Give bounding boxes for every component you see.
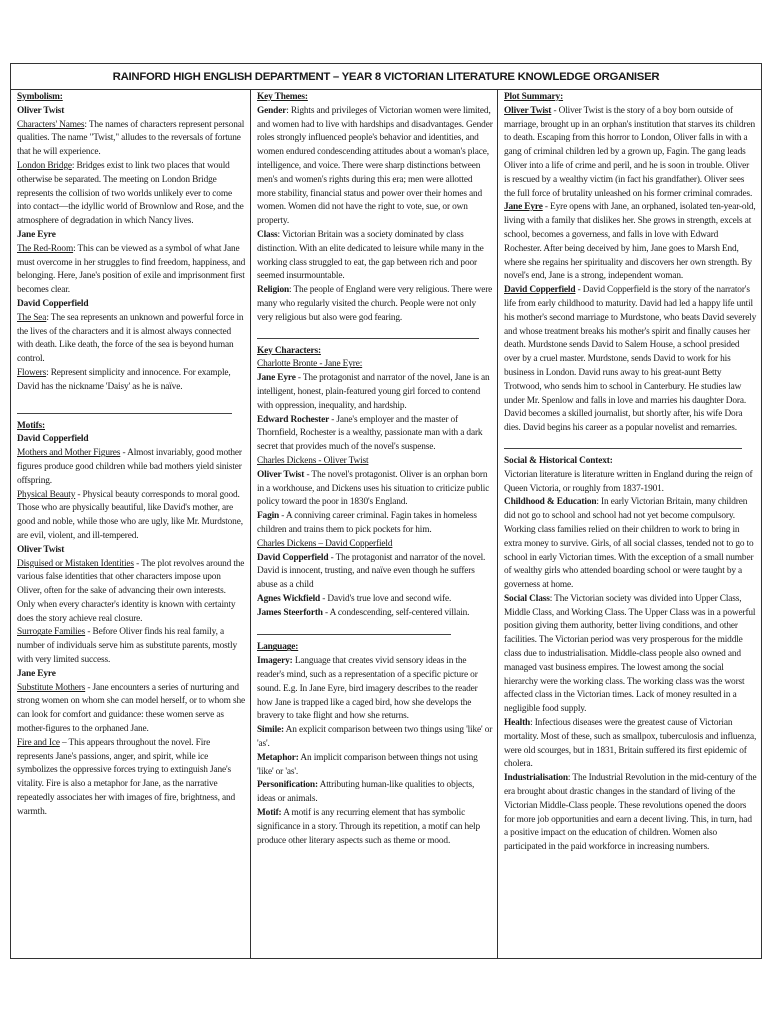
theme-label: Class	[257, 229, 278, 240]
symbol-label: Flowers	[17, 367, 47, 378]
symbol-label: Characters' Names	[17, 119, 85, 130]
character-jane-eyre	[257, 372, 493, 413]
symbol-the-sea	[17, 312, 246, 367]
character-name: Oliver Twist	[257, 469, 305, 480]
motif-label: Fire and Ice	[17, 737, 60, 748]
theme-text: : Victorian Britain was a society dominated by class distinction. With an elite dedicated to leisure while many in the working class struggled to eat, the gap between rich and poor seemed insurmountable.	[257, 229, 484, 282]
david-copperfield-author-heading: Charles Dickens – David Copperfield	[257, 538, 393, 549]
character-name: Jane Eyre	[257, 373, 296, 384]
motif-label: Physical Beauty	[17, 489, 76, 500]
motif-label: Mothers and Mother Figures	[17, 448, 121, 459]
context-text: : In early Victorian Britain, many children did not go to school and school had not yet become compulsory. Working class families relied on their children to work to bring in extra money to survive. Girls, of all social classes, tended not to go to school in early Victorian times. With the exception of a small number of wealthy girls who attended boarding school or were taught by a governess at home.	[504, 497, 754, 591]
language-label: Imagery:	[257, 656, 293, 667]
plot-oliver-twist	[504, 105, 757, 202]
language-text: Language that creates vivid sensory ideas in the reader's mind, such as a representation of a specific picture or sound. E.g. In Jane Eyre, bird imagery describes to the reader how Jane is trapped like a caged bird, how she develops the bravery to take flight and how she returns.	[257, 656, 478, 722]
motif-text: - Jane encounters a series of nurturing and strong women on whom she can model herself, or to whom she can look for comfort and guidance: these women serve as mother-figures to the orphaned Jane.	[17, 682, 245, 735]
symbol-text: : The names of characters represent personal qualities. The name "Twist," alludes to the reversals of fortune that he will experience.	[17, 119, 245, 158]
themes-section	[257, 91, 493, 326]
character-name: David Copperfield	[257, 552, 329, 563]
context-label: Health	[504, 718, 531, 729]
symbol-text: : This can be viewed as a symbol of what Jane must overcome in her struggles to find freedom, happiness, and belonging. Here, Jane's position of exile and imprisonment first becomes clear.	[17, 243, 246, 296]
symbol-label: The Sea	[17, 312, 47, 323]
language-section	[257, 641, 493, 848]
motif-label: Substitute Mothers	[17, 682, 86, 693]
motif-text: - Before Oliver finds his real family, a number of individuals serve him as substitute parents, mostly with very limited success.	[17, 627, 238, 666]
symbol-text: : Represent simplicity and innocence. For example, David has the nickname 'Daisy' as he is naïve.	[17, 367, 231, 392]
oliver-twist-author-heading: Charles Dickens - Oliver Twist	[257, 455, 369, 466]
theme-text: : The people of England were very religious. There were many who regularly visited the church. People were not only very religious but also were god fearing.	[257, 285, 493, 323]
symbolism-david-copperfield-title: David Copperfield	[17, 298, 89, 309]
character-fagin	[257, 510, 493, 538]
context-intro: Victorian literature is literature written in England during the reign of Queen Victoria, or roughly from 1837-1901.	[504, 469, 753, 494]
characters-heading: Key Characters:	[257, 345, 321, 356]
context-industrialisation	[504, 772, 757, 855]
character-oliver-twist	[257, 469, 493, 510]
section-divider	[257, 634, 451, 635]
character-name: Fagin	[257, 511, 280, 522]
motif-label: Surrogate Families	[17, 627, 86, 638]
symbol-label: London Bridge	[17, 160, 72, 171]
language-text: Attributing human-like qualities to objects, ideas or animals.	[257, 780, 475, 805]
plot-title: Jane Eyre	[504, 202, 543, 213]
symbolism-section	[17, 91, 246, 395]
context-education	[504, 496, 757, 593]
language-text: A motif is any recurring element that has symbolic significance in a story. Through its repetition, a motif can help produce other literary aspects such as theme or mood.	[257, 808, 481, 846]
theme-class	[257, 229, 493, 284]
plot-text: - Oliver Twist is the story of a boy born outside of marriage, brought up in an orphan's institution that starves its children to death. Escaping from this horror to London, Oliver falls in with a gang of criminal children led by a grown up, Fagin. The gang leads Oliver into a life of crime and peril, and he is soon in trouble. Oliver is rescued by a wealthy victim (in fact his grandfather). Oliver sees the full force of brutality unleashed on his former criminal comrades.	[504, 105, 756, 199]
plot-david-copperfield	[504, 284, 757, 436]
context-heading: Social & Historical Context:	[504, 455, 613, 466]
symbol-text: : Bridges exist to link two places that would otherwise be separated. The meeting on London Bridge represents the collision of two worlds unlikely ever to come into contact—the idyllic world of Brownlow and Rose, and the atmosphere of degradation in which Nancy lives.	[17, 160, 244, 227]
symbol-flowers	[17, 367, 246, 395]
motif-disguised-identities	[17, 558, 246, 627]
symbol-london-bridge	[17, 160, 246, 229]
context-label: Childhood & Education	[504, 497, 597, 508]
plot-heading: Plot Summary:	[504, 92, 564, 102]
character-text: - A conniving career criminal. Fagin takes in homeless children and trains them to pick pockets for him.	[257, 511, 477, 535]
motifs-jane-eyre-title: Jane Eyre	[17, 668, 56, 679]
motif-substitute-mothers	[17, 682, 246, 737]
theme-label: Religion	[257, 285, 290, 296]
language-label: Simile:	[257, 725, 284, 736]
knowledge-organiser-sheet	[10, 63, 762, 959]
context-label: Industrialisation	[504, 773, 568, 784]
character-text: - The novel's protagonist. Oliver is an orphan born in a workhouse, and Dickens uses his situation to criticize public policy toward the poor in 1830's England.	[257, 469, 490, 508]
theme-religion	[257, 284, 493, 325]
context-text: : The Industrial Revolution in the mid-century of the era brought about drastic changes in the standard of living of the Victorian Middle-Class people. These revolutions opened the doors for more job opportunities and earn a decent living. This, in turn, had a positive impact on the education of children. Women also participated in the paid workforce in increasing numbers.	[504, 773, 757, 853]
context-text: : The Victorian society was divided into Upper Class, Middle Class, and Working Class. The Upper Class was in a powerful position giving them authority, better living conditions, and other facilities. The Victorian period was very prosperous for the middle class due to industrialisation. Middle-class people also owned and managed vast business empires. The lowest among the social hierarchy were the working class. The working class was the worst affected class in the Victorian times. Lack of money resulted in a negligible food supply.	[504, 593, 756, 715]
motif-text: – This appears throughout the novel. Fire represents Jane's passions, anger, and spirit, while ice symbolizes the oppressive forces trying to extinguish Jane's vitality. Fire is also a metaphor for Jane, as the narrative repeatedly associates her with images of fire, brightness, and warmth.	[17, 737, 235, 817]
motifs-oliver-twist-title: Oliver Twist	[17, 544, 65, 555]
character-text: - The protagonist and narrator of the novel. David is innocent, trusting, and naïve even though he suffers abuse as a child	[257, 552, 486, 591]
jane-eyre-author-heading: Charlotte Bronte - Jane Eyre:	[257, 359, 363, 370]
motif-mothers	[17, 447, 246, 488]
symbol-label: The Red-Room	[17, 243, 74, 254]
symbolism-oliver-twist-title: Oliver Twist	[17, 105, 65, 116]
plot-text: - David Copperfield is the story of the narrator's life from early childhood to maturity. David had led a happy life until his mother's second marriage to Murdstone, who beats David severely and whose treatment breaks his mother's spirit and finally causes her death. Murdstone sends David to Salem House, a school presided over by a cruel master. Murdstone, sends David to work for his business in London. David runs away to his great-aunt Betty Trotwood, who sends him to school in Canterbury. He studies law under Mr. Spenlow and falls in love and marries his daughter Dora. David becomes a skilled journalist, but shortly after, his wife Dora dies. David begins his career as a popular novelist and remarries.	[504, 285, 757, 434]
language-simile	[257, 724, 493, 752]
symbolism-heading: Symbolism:	[17, 92, 63, 102]
motif-text: - The plot revolves around the various false identities that other characters impose upon Oliver, often for the sake of advancing their own interests. Only when every character's identity is known with certainty does the story achieve real closure.	[17, 558, 245, 624]
context-section	[504, 455, 757, 855]
context-label: Social Class	[504, 593, 550, 604]
character-text: - The protagonist and narrator of the novel, Jane is an intelligent, honest, plain-featured young girl forced to contend with oppression, inequality, and hardship.	[257, 373, 490, 411]
section-divider	[257, 338, 479, 339]
theme-label: Gender	[257, 105, 287, 116]
character-text: - A condescending, self-centered villain.	[322, 607, 470, 618]
language-label: Personification:	[257, 780, 318, 791]
characters-section	[257, 345, 493, 621]
character-agnes-wickfield	[257, 593, 493, 607]
language-motif	[257, 807, 493, 848]
section-divider	[504, 448, 742, 449]
column-themes-characters-language	[251, 90, 498, 958]
context-social-class	[504, 593, 757, 717]
plot-title: Oliver Twist	[504, 105, 552, 116]
language-label: Motif:	[257, 808, 282, 819]
motif-fire-and-ice	[17, 737, 246, 820]
character-name: Agnes Wickfield	[257, 593, 321, 604]
character-text: - David's true love and second wife.	[320, 593, 452, 604]
context-text: : Infectious diseases were the greatest cause of Victorian mortality. Most of these, such as smallpox, tuberculosis and influenza, were old scourges, but in 1831, Britain suffered its first epidemic of cholera.	[504, 718, 757, 770]
symbol-red-room	[17, 243, 246, 298]
plot-jane-eyre	[504, 201, 757, 284]
motifs-david-copperfield-title: David Copperfield	[17, 434, 89, 445]
character-name: Edward Rochester	[257, 414, 330, 425]
motif-label: Disguised or Mistaken Identities	[17, 558, 134, 569]
plot-text: - Eyre opens with Jane, an orphaned, isolated ten-year-old, living with a family that dislikes her. She grows in strength, excels at school, becomes a governess, and falls in love with Edward Rochester. After being deceived by him, Jane goes to Marsh End, where she regains her spirituality and discovers her own strength. By novel's end, Jane is a strong, independent woman.	[504, 202, 756, 282]
motifs-section	[17, 420, 246, 820]
theme-gender	[257, 105, 493, 229]
motifs-heading: Motifs:	[17, 420, 46, 431]
language-imagery	[257, 655, 493, 724]
motif-text: - Almost invariably, good mother figures produce good children while bad mothers yield sinister offspring.	[17, 448, 242, 486]
symbolism-jane-eyre-title: Jane Eyre	[17, 229, 56, 240]
column-symbolism-motifs	[11, 90, 251, 958]
language-heading: Language:	[257, 642, 299, 653]
section-divider	[17, 413, 232, 414]
plot-title: David Copperfield	[504, 285, 576, 296]
character-rochester	[257, 414, 493, 455]
motif-text: - Physical beauty corresponds to moral good. Those who are physically beautiful, like David's mother, are good and noble, while those who are ugly, like Mr. Murdstone, are evil, violent, and ill-tempered.	[17, 489, 243, 541]
language-metaphor	[257, 752, 493, 780]
character-name: James Steerforth	[257, 607, 323, 618]
theme-text: : Rights and privileges of Victorian women were limited, and women had to live with hardships and disadvantages. Gender roles strongly influenced people's behavior and identities, and women endured condescending attitudes about a woman's place, intelligence, and voice. There were sharp distinctions between men's and women's rights during this era; men were allotted more stability, financial status and power over their homes and women. Women did not have the right to vote, sue, or own property.	[257, 105, 493, 227]
motif-surrogate-families	[17, 626, 246, 667]
themes-heading: Key Themes:	[257, 92, 308, 102]
character-james-steerforth	[257, 607, 493, 621]
language-text: An implicit comparison between things not using 'like' or 'as'.	[257, 752, 478, 777]
language-personification	[257, 779, 493, 807]
symbol-characters-names	[17, 119, 246, 160]
character-text: - Jane's employer and the master of Thornfield, Rochester is a wealthy, passionate man with a dark secret that provides much of the novel's suspense.	[257, 414, 483, 453]
language-label: Metaphor:	[257, 752, 299, 763]
language-text: An explicit comparison between two things using 'like' or 'as'.	[257, 725, 493, 750]
page-title: RAINFORD HIGH ENGLISH DEPARTMENT – YEAR 8 VICTORIAN LITERATURE KNOWLEDGE ORGANISER	[11, 64, 761, 90]
context-health	[504, 717, 757, 772]
motif-physical-beauty	[17, 489, 246, 544]
column-plot-context	[498, 90, 761, 958]
symbol-text: : The sea represents an unknown and powerful force in the lives of the characters and it is almost always connected with death. Like death, the force of the sea is beyond human control.	[17, 312, 244, 365]
character-david-copperfield	[257, 552, 493, 593]
plot-section	[504, 91, 757, 436]
